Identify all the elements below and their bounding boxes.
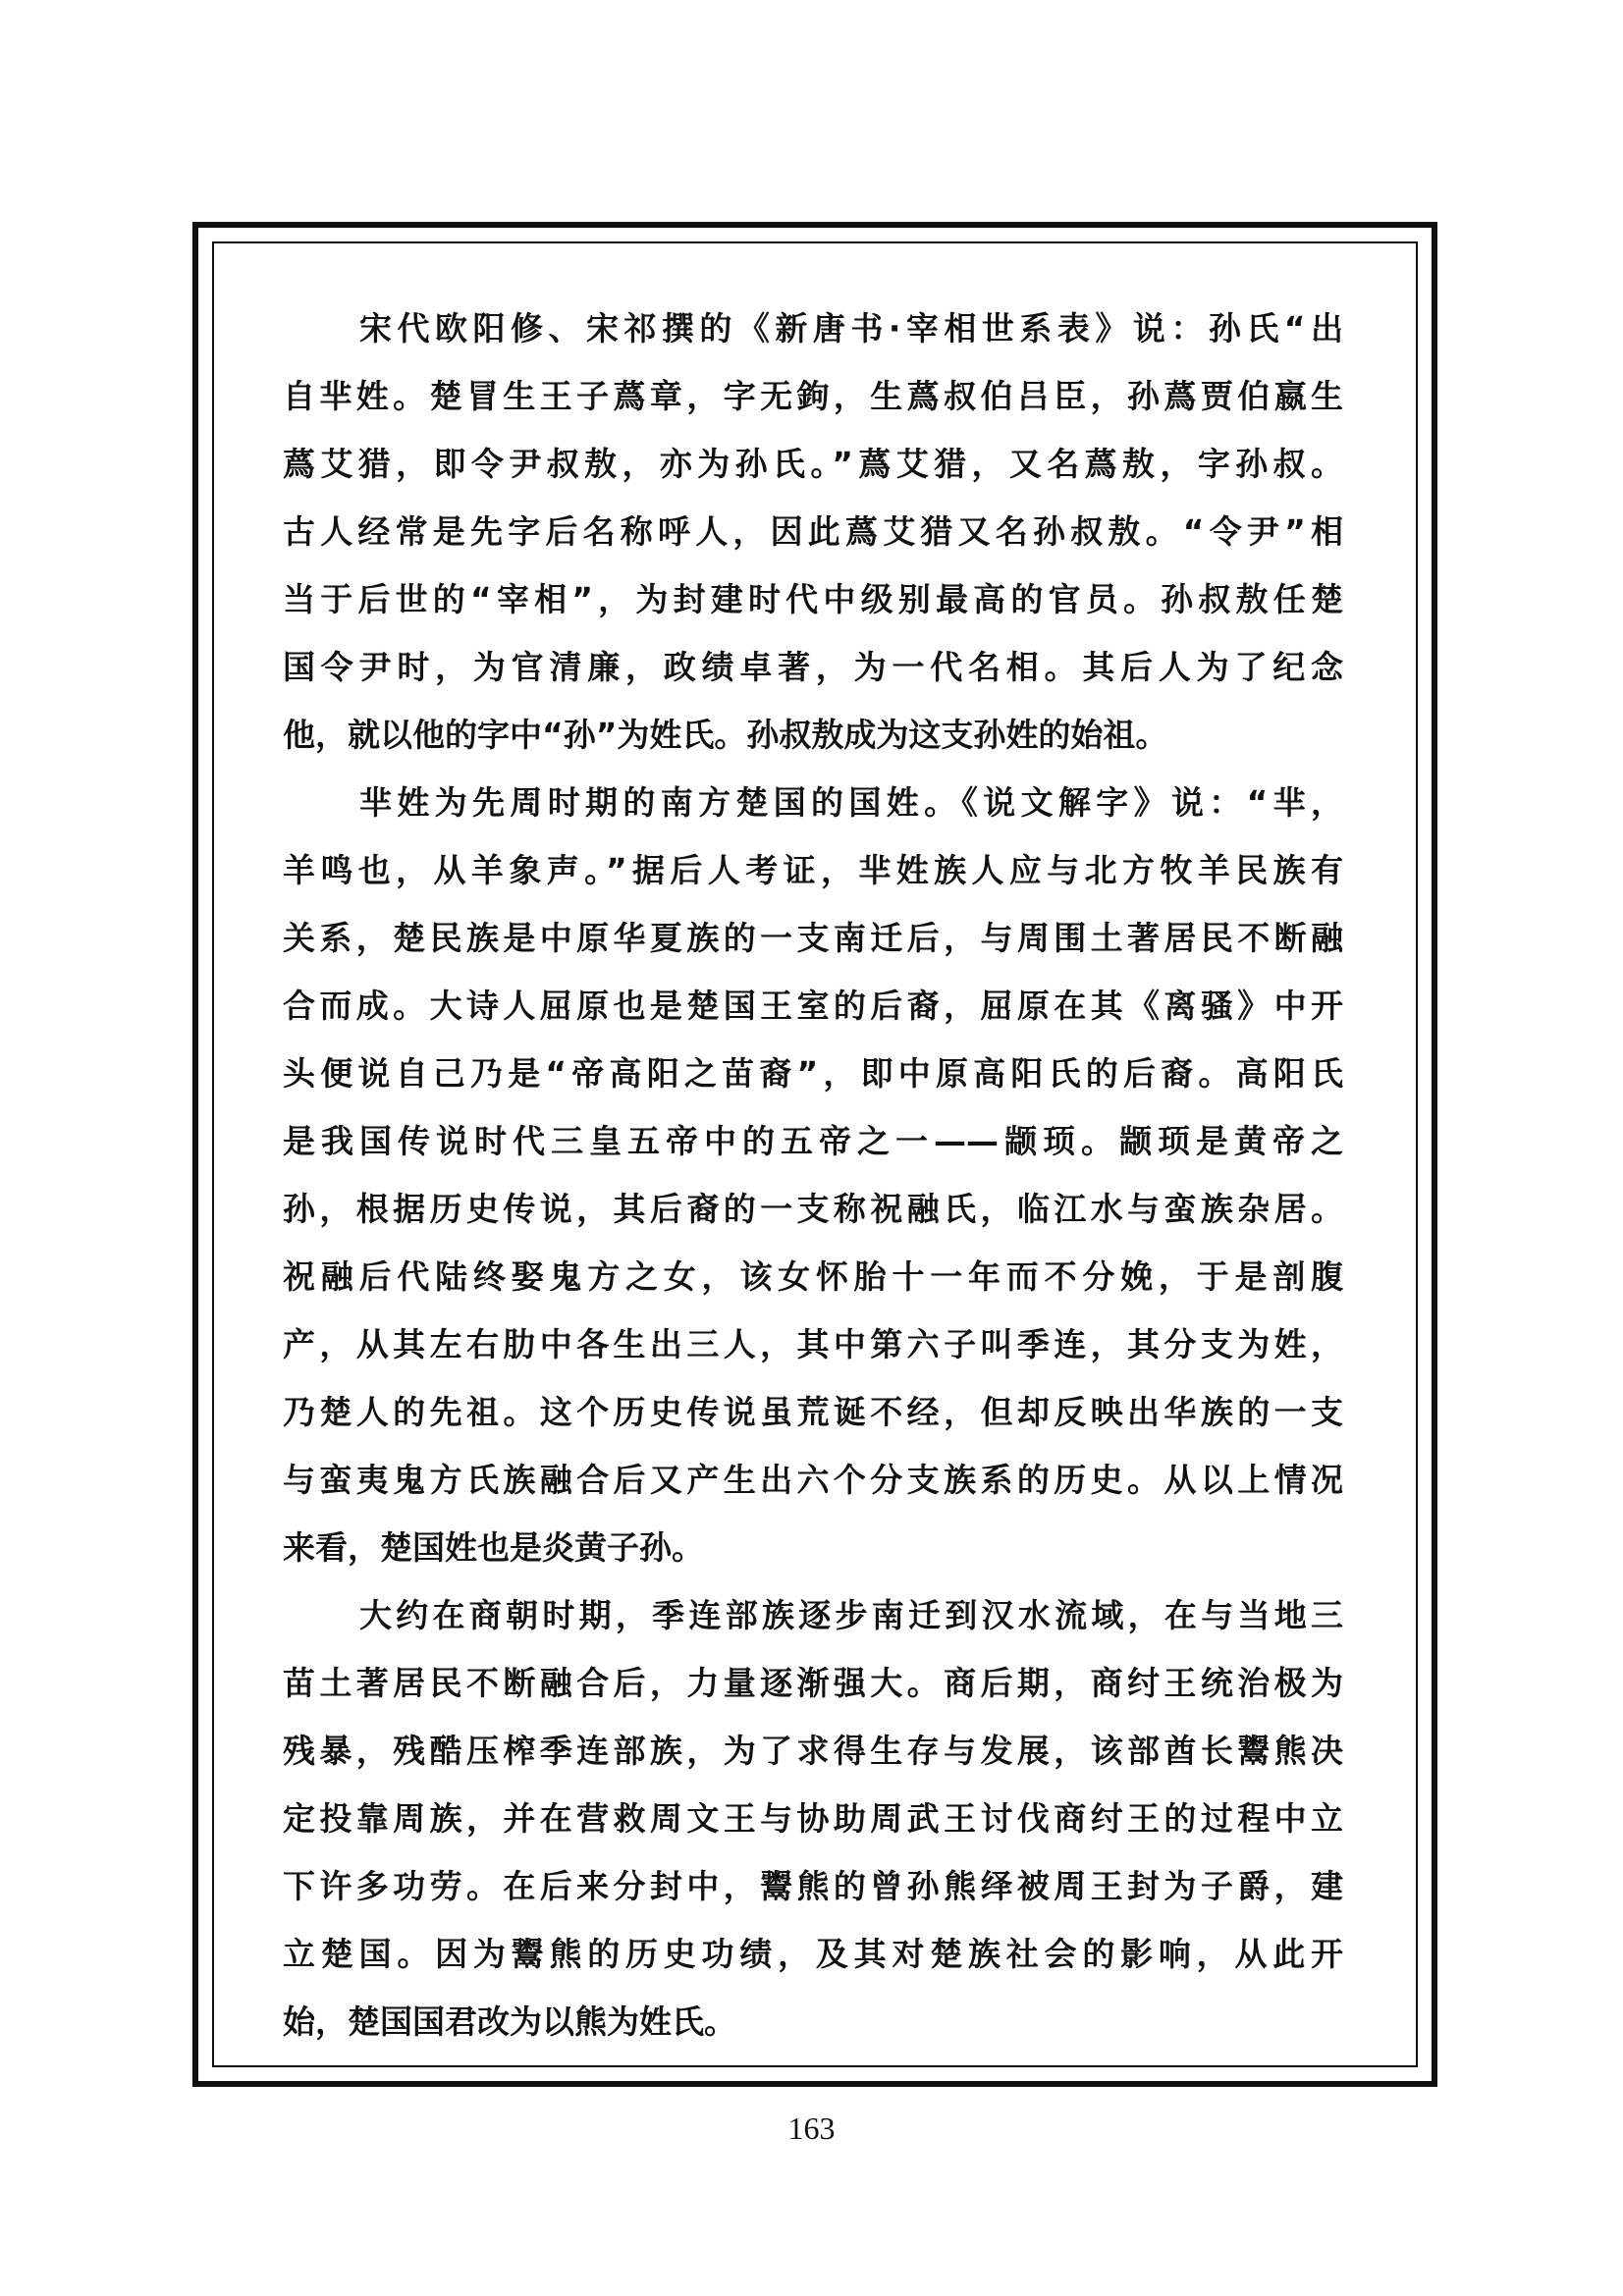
text-line: 他，就以他的字中“孙”为姓氏。孙叔敖成为这支孙姓的始祖。 (283, 716, 1168, 754)
text-line: 产，从其左右肋中各生出三人，其中第六子叫季连，其分支为姓， (283, 1325, 1343, 1363)
text-line: 始，楚国国君改为以熊为姓氏。 (283, 2002, 736, 2041)
text-line: 乃楚人的先祖。这个历史传说虽荒诞不经，但却反映出华族的一支 (283, 1393, 1343, 1431)
text-line: 来看，楚国姓也是炎黄子孙。 (283, 1528, 704, 1567)
text-line: 大约在商朝时期，季连部族逐步南迁到汉水流域，在与当地三 (359, 1596, 1343, 1634)
text-line: 关系，楚民族是中原华夏族的一支南迁后，与周围土著居民不断融 (283, 919, 1343, 957)
text-line: 苗土著居民不断融合后，力量逐渐强大。商后期，商纣王统治极为 (283, 1664, 1343, 1702)
text-line: 羊鸣也，从羊象声。”据后人考证，芈姓族人应与北方牧羊民族有 (283, 851, 1343, 889)
text-line: 残暴，残酷压榨季连部族，为了求得生存与发展，该部酋长鬻熊决 (283, 1732, 1343, 1770)
text-line: 祝融后代陆终娶鬼方之女，该女怀胎十一年而不分娩，于是剖腹 (283, 1257, 1343, 1296)
text-line: 头便说自己乃是“帝高阳之苗裔”，即中原高阳氏的后裔。高阳氏 (283, 1054, 1343, 1093)
text-line: 自芈姓。楚冒生王子蔿章，字无鉤，生蔿叔伯吕臣，孙蔿贾伯嬴生 (283, 377, 1343, 415)
text-line: 合而成。大诗人屈原也是楚国王室的后裔，屈原在其《离骚》中开 (283, 987, 1343, 1025)
text-line: 下许多功劳。在后来分封中，鬻熊的曾孙熊绎被周王封为子爵，建 (283, 1867, 1343, 1905)
text-line: 与蛮夷鬼方氏族融合后又产生出六个分支族系的历史。从以上情况 (283, 1461, 1343, 1499)
body-text (283, 294, 1343, 2056)
text-line: 是我国传说时代三皇五帝中的五帝之一——颛顼。颛顼是黄帝之 (283, 1122, 1343, 1160)
text-line: 蔿艾猎，即令尹叔敖，亦为孙氏。”蔿艾猎，又名蔿敖，字孙叔。 (283, 445, 1343, 483)
paragraph-1 (283, 294, 1343, 769)
page-number: 163 (787, 2110, 836, 2146)
text-line: 宋代欧阳修、宋祁撰的《新唐书·宰相世系表》说：孙氏“出 (359, 309, 1343, 347)
paragraph-2 (283, 769, 1343, 1581)
text-line: 古人经常是先字后名称呼人，因此蔿艾猎又名孙叔敖。“令尹”相 (283, 512, 1343, 551)
text-line: 当于后世的“宰相”，为封建时代中级别最高的官员。孙叔敖任楚 (283, 580, 1343, 618)
paragraph-3 (283, 1581, 1343, 2056)
text-line: 国令尹时，为官清廉，政绩卓著，为一代名相。其后人为了纪念 (283, 648, 1343, 686)
text-line: 定投靠周族，并在营救周文王与协助周武王讨伐商纣王的过程中立 (283, 1799, 1343, 1838)
text-line: 芈姓为先周时期的南方楚国的国姓。《说文解字》说：“芈， (359, 783, 1343, 822)
text-line: 立楚国。因为鬻熊的历史功绩，及其对楚族社会的影响，从此开 (283, 1935, 1343, 1973)
text-line: 孙，根据历史传说，其后裔的一支称祝融氏，临江水与蛮族杂居。 (283, 1190, 1343, 1228)
